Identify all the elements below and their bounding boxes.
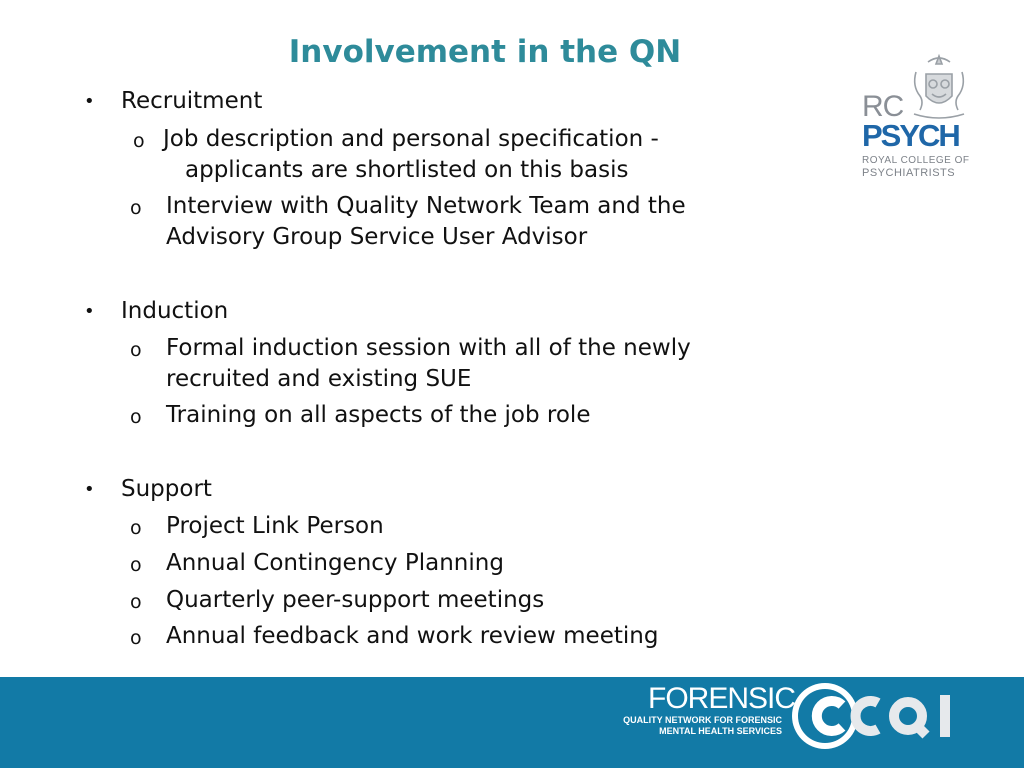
footer-band: [0, 677, 1024, 768]
sub-text: Annual Contingency Planning: [166, 550, 504, 576]
sub-mark: o: [130, 554, 142, 576]
sub-text: Annual feedback and work review meeting: [166, 623, 659, 649]
crest-icon: [906, 52, 972, 124]
sub-text: Formal induction session with all of the newly: [166, 335, 691, 361]
sub-mark: o: [130, 517, 142, 539]
sub-text-continuation: applicants are shortlisted on this basis: [185, 157, 629, 183]
logo-line1: ROYAL COLLEGE OF: [862, 155, 970, 166]
sub-text: Interview with Quality Network Team and the: [166, 193, 686, 219]
footer-subtitle-line2: MENTAL HEALTH SERVICES: [659, 726, 782, 736]
rcpsych-logo: [862, 52, 972, 187]
bullet-heading: Induction: [121, 298, 229, 324]
sub-text-continuation: recruited and existing SUE: [166, 366, 472, 392]
bullet-mark: •: [84, 301, 95, 322]
sub-mark: o: [133, 130, 145, 152]
sub-mark: o: [130, 406, 142, 428]
logo-psych-text: PSYCH: [862, 118, 959, 153]
ccqi-logo-icon: [790, 681, 970, 751]
footer-forensic-text: FORENSIC: [648, 682, 796, 715]
sub-text: Training on all aspects of the job role: [166, 402, 591, 428]
sub-text: Job description and personal specification -: [163, 126, 659, 152]
bullet-heading: Support: [121, 476, 212, 502]
sub-mark: o: [130, 197, 142, 219]
sub-mark: o: [130, 339, 142, 361]
bullet-mark: •: [84, 479, 95, 500]
sub-mark: o: [130, 627, 142, 649]
bullet-heading: Recruitment: [121, 88, 263, 114]
logo-rc-text: RC: [862, 90, 904, 123]
bullet-mark: •: [84, 91, 95, 112]
sub-text: Project Link Person: [166, 513, 384, 539]
sub-text: Quarterly peer-support meetings: [166, 587, 545, 613]
slide-title: Involvement in the QN: [288, 34, 682, 70]
footer-subtitle-line1: QUALITY NETWORK FOR FORENSIC: [623, 715, 782, 725]
sub-text-continuation: Advisory Group Service User Advisor: [166, 224, 588, 250]
sub-mark: o: [130, 591, 142, 613]
logo-line2: PSYCHIATRISTS: [862, 167, 956, 179]
